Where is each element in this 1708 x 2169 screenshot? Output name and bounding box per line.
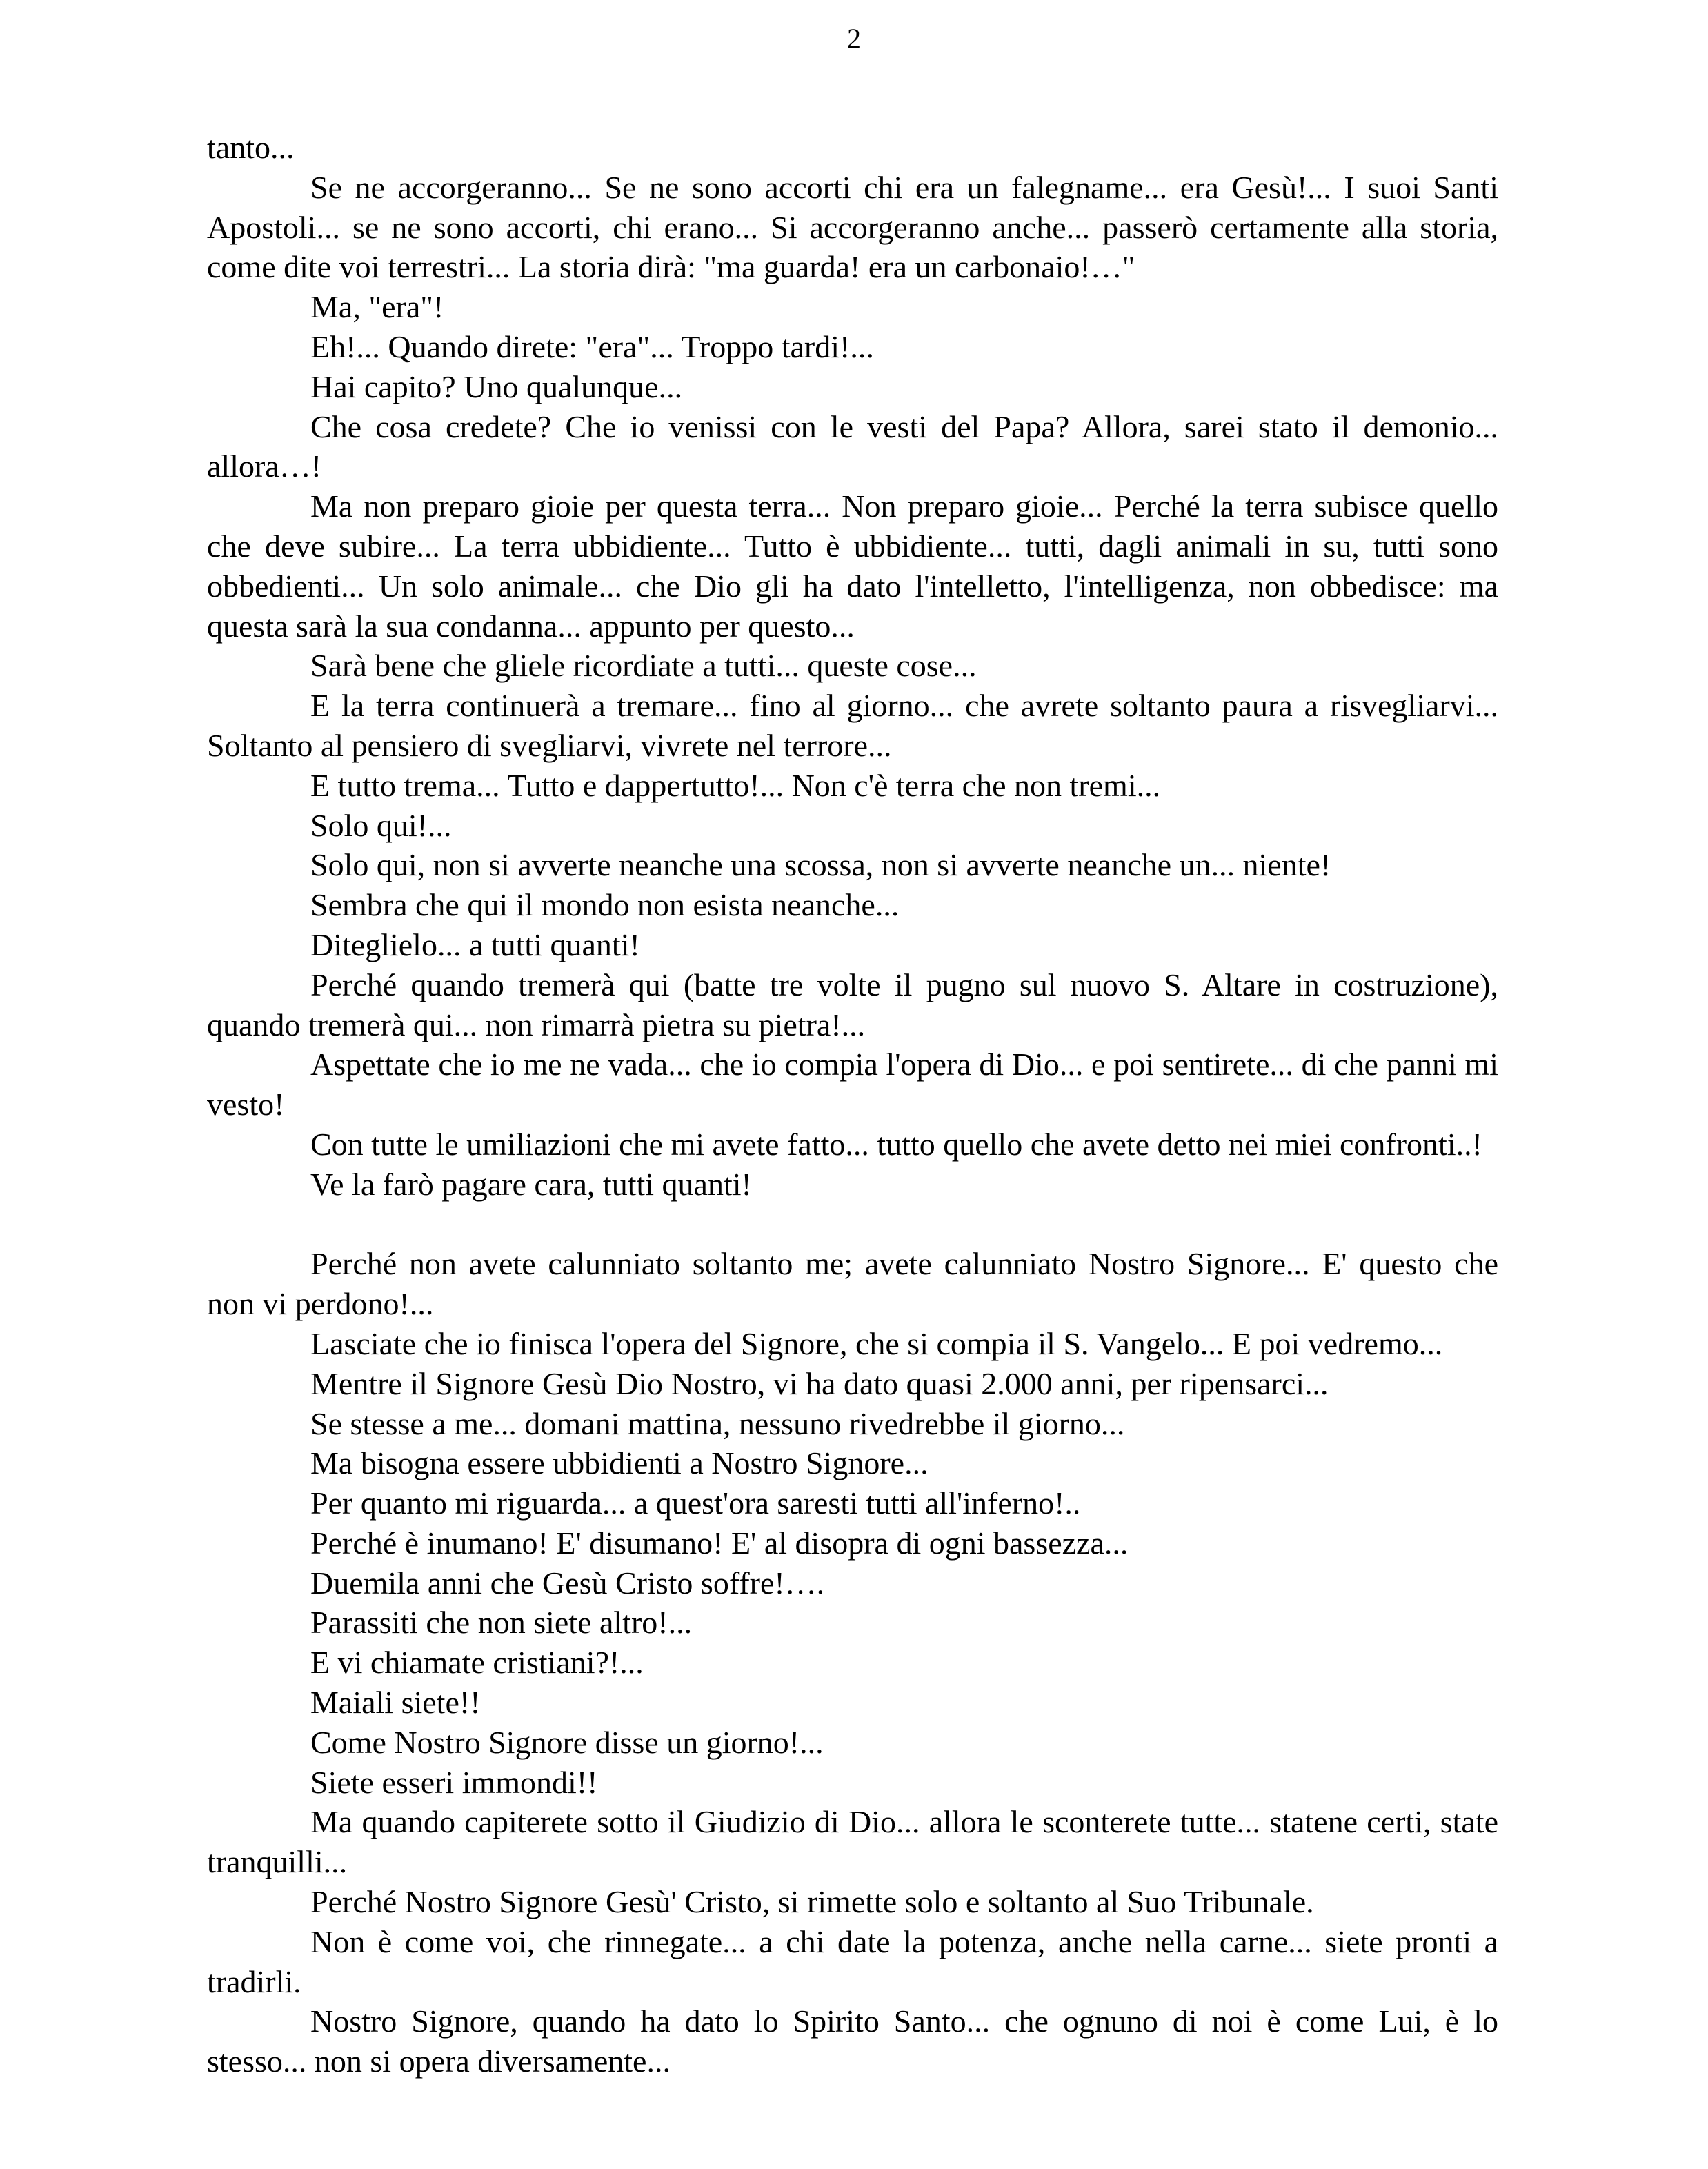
paragraph: Ma bisogna essere ubbidienti a Nostro Signore... <box>310 1445 929 1481</box>
paragraph: Maiali siete!! <box>310 1685 481 1721</box>
paragraph: Diteglielo... a tutti quanti! <box>310 927 640 962</box>
paragraph: Sarà bene che gliele ricordiate a tutti... queste cose... <box>310 648 977 684</box>
document-body <box>207 128 1498 2081</box>
paragraph-continuation: tanto... <box>207 130 295 165</box>
paragraph: E tutto trema... Tutto e dappertutto!... Non c'è terra che non tremi... <box>310 767 1161 803</box>
paragraph: Perché quando tremerà qui (batte tre volte il pugno sul nuovo S. Altare in costruzione), quando tremerà qui... non rimarrà pietra su pietra!... <box>207 967 1498 1042</box>
paragraph: Aspettate che io me ne vada... che io compia l'opera di Dio... e poi sentirete... di che panni mi vesto! <box>207 1047 1498 1122</box>
paragraph: Nostro Signore, quando ha dato lo Spirito Santo... che ognuno di noi è come Lui, è lo stesso... non si opera diversamente... <box>207 2003 1498 2079</box>
paragraph: Come Nostro Signore disse un giorno!... <box>310 1724 824 1760</box>
paragraph: Hai capito? Uno qualunque... <box>310 368 683 404</box>
paragraph: Solo qui!... <box>310 807 452 843</box>
paragraph: Ma quando capiterete sotto il Giudizio di Dio... allora le sconterete tutte... statene certi, state tranquilli... <box>207 1804 1498 1880</box>
paragraph: Ve la farò pagare cara, tutti quanti! <box>310 1166 752 1202</box>
paragraph: Parassiti che non siete altro!... <box>310 1605 693 1641</box>
paragraph: Siete esseri immondi!! <box>310 1764 598 1800</box>
paragraph: Mentre il Signore Gesù Dio Nostro, vi ha dato quasi 2.000 anni, per ripensarci... <box>310 1365 1329 1401</box>
paragraph: Eh!... Quando direte: "era"... Troppo tardi!... <box>310 328 874 364</box>
paragraph: Perché non avete calunniato soltanto me; avete calunniato Nostro Signore... E' questo che non vi perdono!... <box>207 1246 1498 1322</box>
paragraph: Perché è inumano! E' disumano! E' al disopra di ogni bassezza... <box>310 1525 1129 1561</box>
paragraph: Lasciate che io finisca l'opera del Signore, che si compia il S. Vangelo... E poi vedremo... <box>310 1325 1443 1361</box>
paragraph: Non è come voi, che rinnegate... a chi date la potenza, anche nella carne... siete pronti a tradirli. <box>207 1923 1498 1999</box>
paragraph: Ma non preparo gioie per questa terra... Non preparo gioie... Perché la terra subisce quello che deve subire... La terra ubbidiente... Tutto è ubbidiente... tutti, dagli animali in su, tutti sono obbedienti... Un solo animale... che Dio gli ha dato l'intelletto, l'intelligenza, non obbedisce: ma questa sarà la sua condanna... appunto per questo... <box>207 488 1498 644</box>
page-number: 2 <box>847 23 861 54</box>
paragraph: E la terra continuerà a tremare... fino al giorno... che avrete soltanto paura a risvegliarvi... Soltanto al pensiero di svegliarvi, vivrete nel terrore... <box>207 688 1498 763</box>
paragraph: Solo qui, non si avverte neanche una scossa, non si avverte neanche un... niente! <box>310 847 1331 883</box>
paragraph: Sembra che qui il mondo non esista neanche... <box>310 887 900 923</box>
paragraph: Duemila anni che Gesù Cristo soffre!…. <box>310 1565 825 1601</box>
paragraph: Per quanto mi riguarda... a quest'ora saresti tutti all'inferno!.. <box>310 1485 1081 1521</box>
paragraph: Con tutte le umiliazioni che mi avete fatto... tutto quello che avete detto nei miei confronti..! <box>310 1126 1482 1162</box>
paragraph: Perché Nostro Signore Gesù' Cristo, si rimette solo e soltanto al Suo Tribunale. <box>310 1884 1314 1920</box>
paragraph: Ma, "era"! <box>310 289 444 325</box>
paragraph: Che cosa credete? Che io venissi con le vesti del Papa? Allora, sarei stato il demonio... allora…! <box>207 408 1498 484</box>
paragraph: E vi chiamate cristiani?!... <box>310 1645 644 1681</box>
blank-line <box>207 1205 1498 1245</box>
paragraph: Se stesse a me... domani mattina, nessuno rivedrebbe il giorno... <box>310 1405 1125 1441</box>
paragraph: Se ne accorgeranno... Se ne sono accorti chi era un falegname... era Gesù!... I suoi Santi Apostoli... se ne sono accorti, chi erano... Si accorgeranno anche... passerò certamente alla storia, come dite voi terrestri... La storia dirà: "ma guarda! era un carbonaio!…" <box>207 169 1498 285</box>
